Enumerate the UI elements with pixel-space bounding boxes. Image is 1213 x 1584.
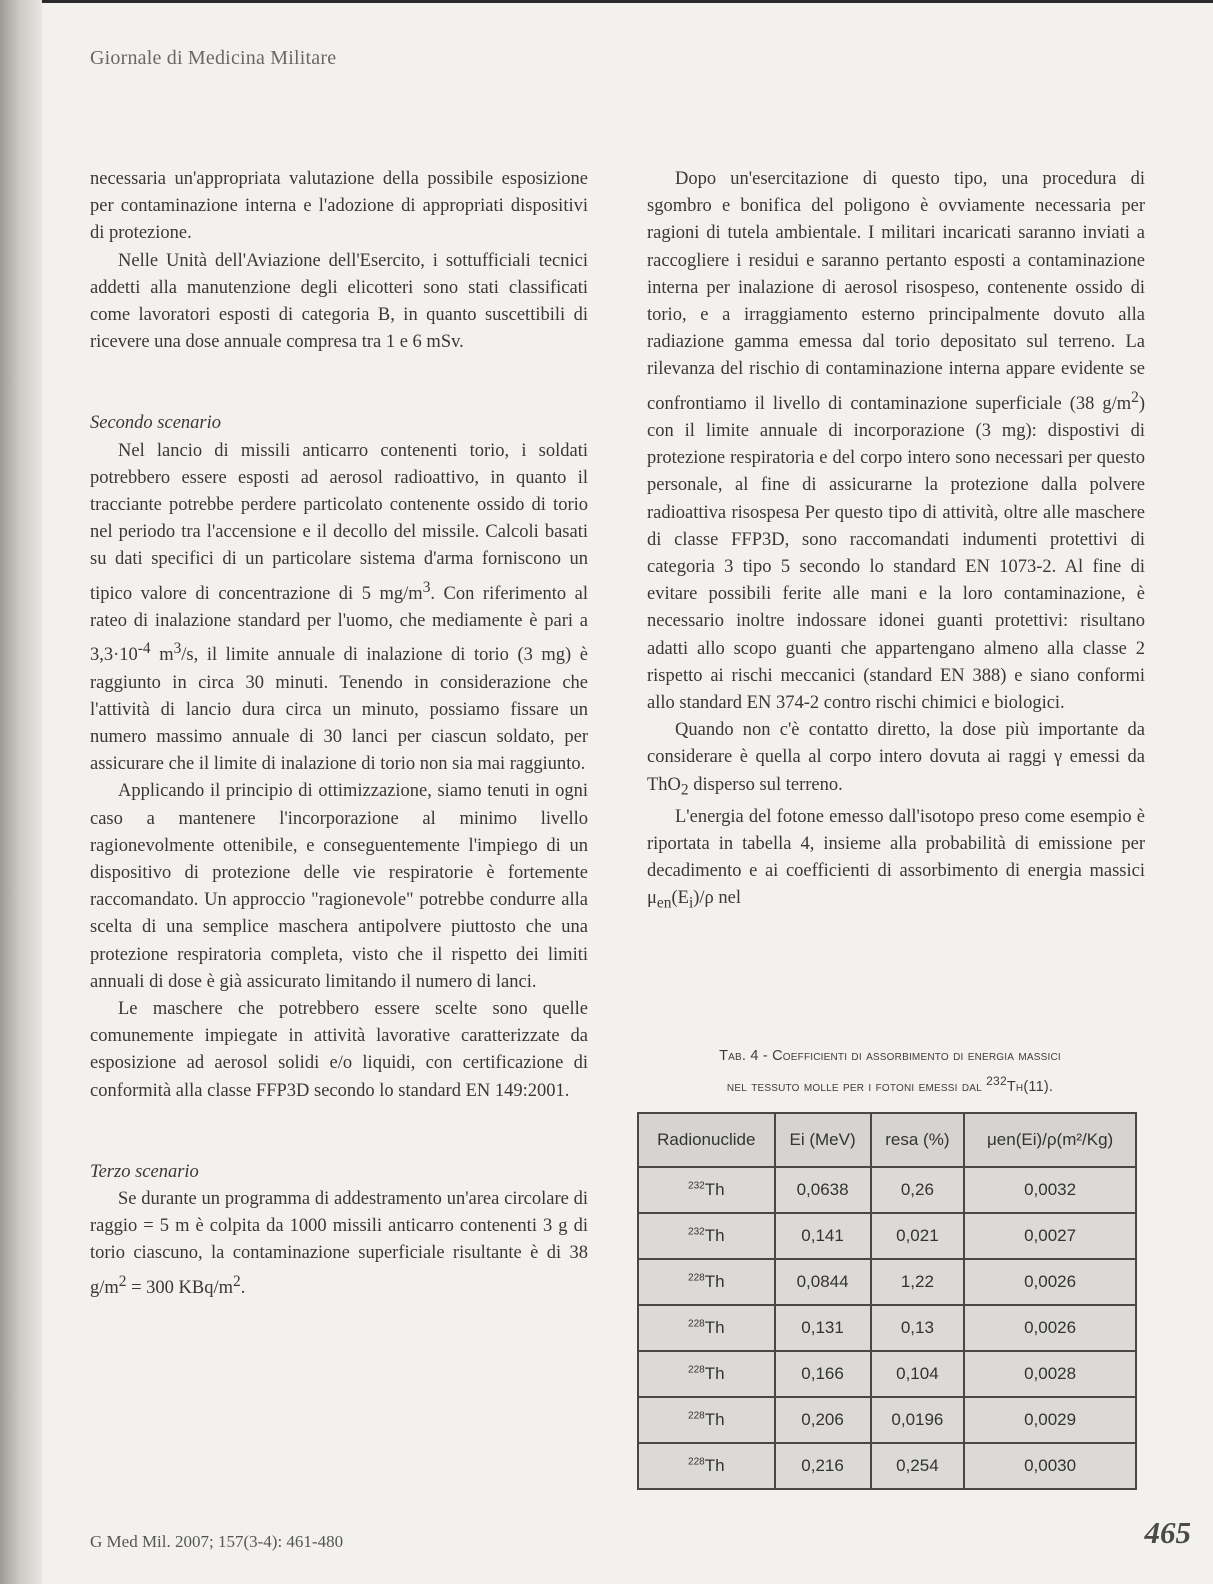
binding-shadow (0, 0, 42, 1584)
cell-yield: 0,104 (871, 1351, 965, 1397)
cell-coefficient: 0,0029 (964, 1397, 1136, 1443)
paragraph: Applicando il principio di ottimizzazione, siamo tenuti in ogni caso a mantenere l'incorporazione al minimo livello ragionevolmente ottenibile, e conseguentemente l'impiego di un dispositivo di protezione delle vie respiratorie è fortemente raccomandato. Un approccio "ragionevole" potrebbe condurre alla scelta di una semplice maschera antipolvere piuttosto che una protezione respiratoria completa, visto che il rispetto dei limiti annuali di dose è già assicurato limitando il numero di lanci. (90, 781, 588, 992)
cell-energy: 0,131 (775, 1305, 871, 1351)
column-header: Ei (MeV) (775, 1113, 871, 1167)
citation: G Med Mil. 2007; 157(3-4): 461-480 (90, 1532, 344, 1551)
table-row (638, 1167, 1136, 1213)
table-caption (640, 1044, 1140, 1100)
left-column (90, 166, 588, 1302)
paragraph: necessaria un'appropriata valutazione della possibile esposizione per contaminazione interna e l'adozione di appropriati dispositivi di protezione. (90, 169, 588, 244)
cell-coefficient: 0,0026 (964, 1259, 1136, 1305)
cell-radionuclide: $^{232}$Th (638, 1167, 775, 1213)
paragraph: Dopo un'esercitazione di questo tipo, una procedura di sgombro e bonifica del poligono è ovviamente necessaria per ragioni di tutela ambientale. I militari incaricati saranno inviati a raccogliere i residui e saranno pertanto esposti a contaminazione interna per inalazione di aerosol risospeso, contenente ossido di torio, e a irraggiamento esterno principalmente dovuto alla radiazione gamma emessa dal torio depositato sul terreno. La rilevanza del rischio di contaminazione interna appare evidente se confrontiamo il livello di contaminazione superficiale (38 $g/m^2$) con il limite annuale di incorporazione (3 mg): dispostivi di protezione respiratoria e del corpo intero sono necessari per questo personale, al fine di assicurarne la protezione dalla polvere radioattiva risospesa Per questo tipo di attività, oltre alle maschere di classe FFP3D, sono raccomandati indumenti protettivi di categoria 3 tipo 5 secondo lo standard EN 1073-2. Al fine di evitare possibili ferite alle mani e la loro contaminazione, è necessario inoltre indossare idonei guanti protettivi: risultano adatti allo scopo guanti che appartengano almeno alla classe 2 rispetto ai rischi meccanici (standard EN 388) e siano conformi allo standard EN 374-2 contro rischi chimici e biologici. (647, 169, 1145, 714)
cell-yield: 0,26 (871, 1167, 965, 1213)
caption-line: nel tessuto molle per i fotoni emessi dal $^{232}$Th(11). (726, 1074, 1054, 1095)
page-number: 465 (1144, 1515, 1191, 1550)
cell-yield: 0,254 (871, 1443, 965, 1489)
cell-radionuclide: $^{228}$Th (638, 1351, 775, 1397)
cell-energy: 0,141 (775, 1213, 871, 1259)
column-header: μen(Ei)/ρ(m²/Kg) (964, 1113, 1136, 1167)
cell-energy: 0,166 (775, 1351, 871, 1397)
table-header-row (638, 1113, 1136, 1167)
column-header: resa (%) (871, 1113, 965, 1167)
caption-line: Tab. 4 - Coefficienti di assorbimento di energia massici (719, 1048, 1061, 1064)
cell-yield: 0,13 (871, 1305, 965, 1351)
cell-energy: 0,206 (775, 1397, 871, 1443)
table-row (638, 1213, 1136, 1259)
right-column (647, 166, 1145, 917)
cell-coefficient: 0,0030 (964, 1443, 1136, 1489)
coefficients-table (637, 1112, 1137, 1490)
cell-energy: 0,0638 (775, 1167, 871, 1213)
top-edge-line (0, 0, 1213, 3)
cell-radionuclide: $^{232}$Th (638, 1213, 775, 1259)
cell-radionuclide: $^{228}$Th (638, 1397, 775, 1443)
column-header: Radionuclide (638, 1113, 775, 1167)
cell-energy: 0,216 (775, 1443, 871, 1489)
paragraph: Le maschere che potrebbero essere scelte sono quelle comunemente impiegate in attività lavorative caratterizzate da esposizione ad aerosol solidi e/o liquidi, con certificazione di conformità alla classe FFP3D secondo lo standard EN 149:2001. (90, 999, 588, 1101)
paragraph: Nelle Unità dell'Aviazione dell'Esercito, i sottufficiali tecnici addetti alla manutenzione degli elicotteri sono stati classificati come lavoratori esposti di categoria B, in quanto suscettibili di ricevere una dose annuale compresa tra 1 e 6 mSv. (90, 250, 588, 353)
cell-coefficient: 0,0028 (964, 1351, 1136, 1397)
table-row (638, 1351, 1136, 1397)
cell-yield: 1,22 (871, 1259, 965, 1305)
table-row (638, 1397, 1136, 1443)
paragraph: Nel lancio di missili anticarro contenenti torio, i soldati potrebbero essere esposti ad aerosol radioattivo, in quanto il tracciante potrebbe perdere particolato contenente ossido di torio nel periodo tra l'accensione e il decollo del missile. Calcoli basati su dati specifici di un particolare sistema d'arma forniscono un tipico valore di concentrazione di 5 $mg/m^3$. Con riferimento al rateo di inalazione standard per l'uomo, che mediamente è pari a $3,3\cdot 10^{-4}$ $m^3/s$, il limite annuale di inalazione di torio (3 mg) è raggiunto in circa 30 minuti. Tenendo in considerazione che l'attività di lancio dura circa un minuto, possiamo fissare un numero massimo annuale di 30 lanci per ciascun soldato, per assicurare che il limite di inalazione di torio non sia mai raggiunto. (90, 440, 589, 775)
running-head: Giornale di Medicina Militare (90, 47, 337, 69)
paragraph: L'energia del fotone emesso dall'isotopo preso come esempio è riportata in tabella 4, insieme alla probabilità di emissione per decadimento e ai coefficienti di assorbimento di energia massici $\mu_{en}(E_i)/\rho$ nel (647, 806, 1145, 912)
cell-yield: 0,0196 (871, 1397, 965, 1443)
section-heading: Terzo scenario (90, 1161, 199, 1182)
cell-coefficient: 0,0026 (964, 1305, 1136, 1351)
section-heading: Secondo scenario (90, 413, 222, 434)
cell-coefficient: 0,0027 (964, 1213, 1136, 1259)
cell-energy: 0,0844 (775, 1259, 871, 1305)
cell-coefficient: 0,0032 (964, 1167, 1136, 1213)
paragraph: Se durante un programma di addestramento un'area circolare di raggio = 5 m è colpita da 1000 missili anticarro contenenti 3 g di torio ciascuno, la contaminazione superficiale risultante è di 38 $g/m^2 = 300$ KBq/$m^2$. (90, 1189, 588, 1298)
cell-radionuclide: $^{228}$Th (638, 1259, 775, 1305)
table-row (638, 1259, 1136, 1305)
cell-yield: 0,021 (871, 1213, 965, 1259)
paragraph: Quando non c'è contatto diretto, la dose più importante da considerare è quella al corpo intero dovuta ai raggi γ emessi da ThO$_2$ disperso sul terreno. (647, 720, 1145, 799)
table-row (638, 1305, 1136, 1351)
cell-radionuclide: $^{228}$Th (638, 1443, 775, 1489)
cell-radionuclide: $^{228}$Th (638, 1305, 775, 1351)
table-row (638, 1443, 1136, 1489)
